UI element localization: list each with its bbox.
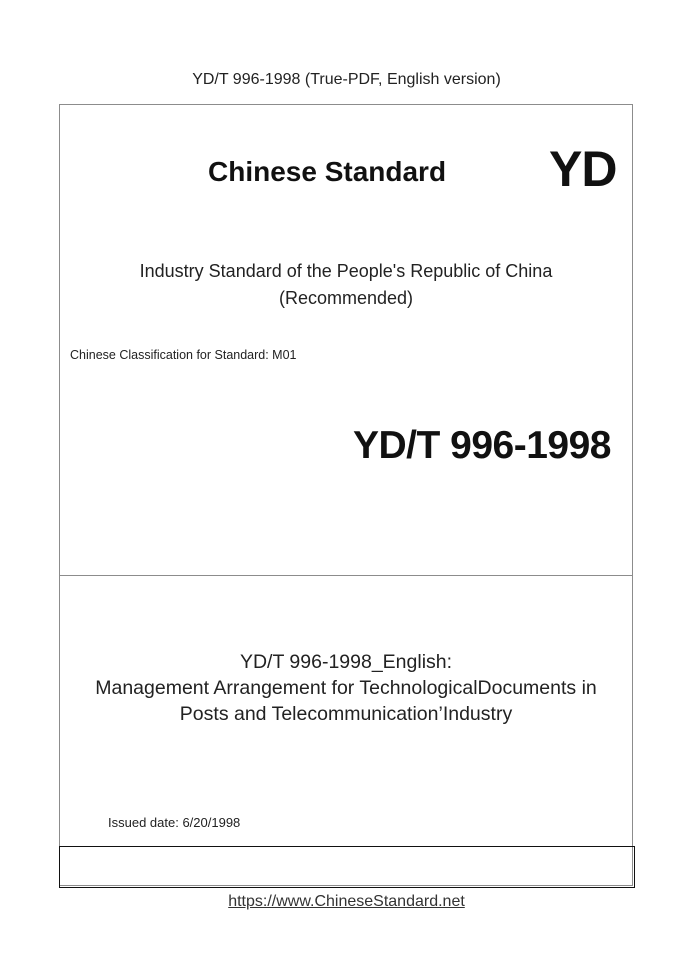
classification-text: Chinese Classification for Standard: M01 [70, 348, 297, 362]
website-link[interactable]: https://www.ChineseStandard.net [228, 893, 465, 910]
issued-date: Issued date: 6/20/1998 [108, 815, 241, 830]
industry-line-2: (Recommended) [278, 288, 414, 308]
standard-number: YD/T 996-1998 [353, 424, 611, 467]
bottom-empty-box [59, 846, 635, 888]
cover-frame [59, 104, 633, 886]
section-divider [59, 575, 633, 576]
industry-line-1: Industry Standard of the People's Republic of China [139, 261, 553, 281]
document-title-line-1: YD/T 996-1998_English: [239, 651, 453, 673]
standard-mark: YD [549, 141, 617, 197]
document-title [59, 649, 633, 727]
page-header-title: YD/T 996-1998 (True-PDF, English version) [192, 71, 501, 88]
document-title-line-3: Posts and Telecommunication’Industry [179, 703, 513, 725]
cover-heading: Chinese Standard [208, 156, 447, 187]
industry-standard-text [59, 258, 633, 312]
document-title-line-2: Management Arrangement for TechnologicalDocuments in [95, 677, 597, 699]
